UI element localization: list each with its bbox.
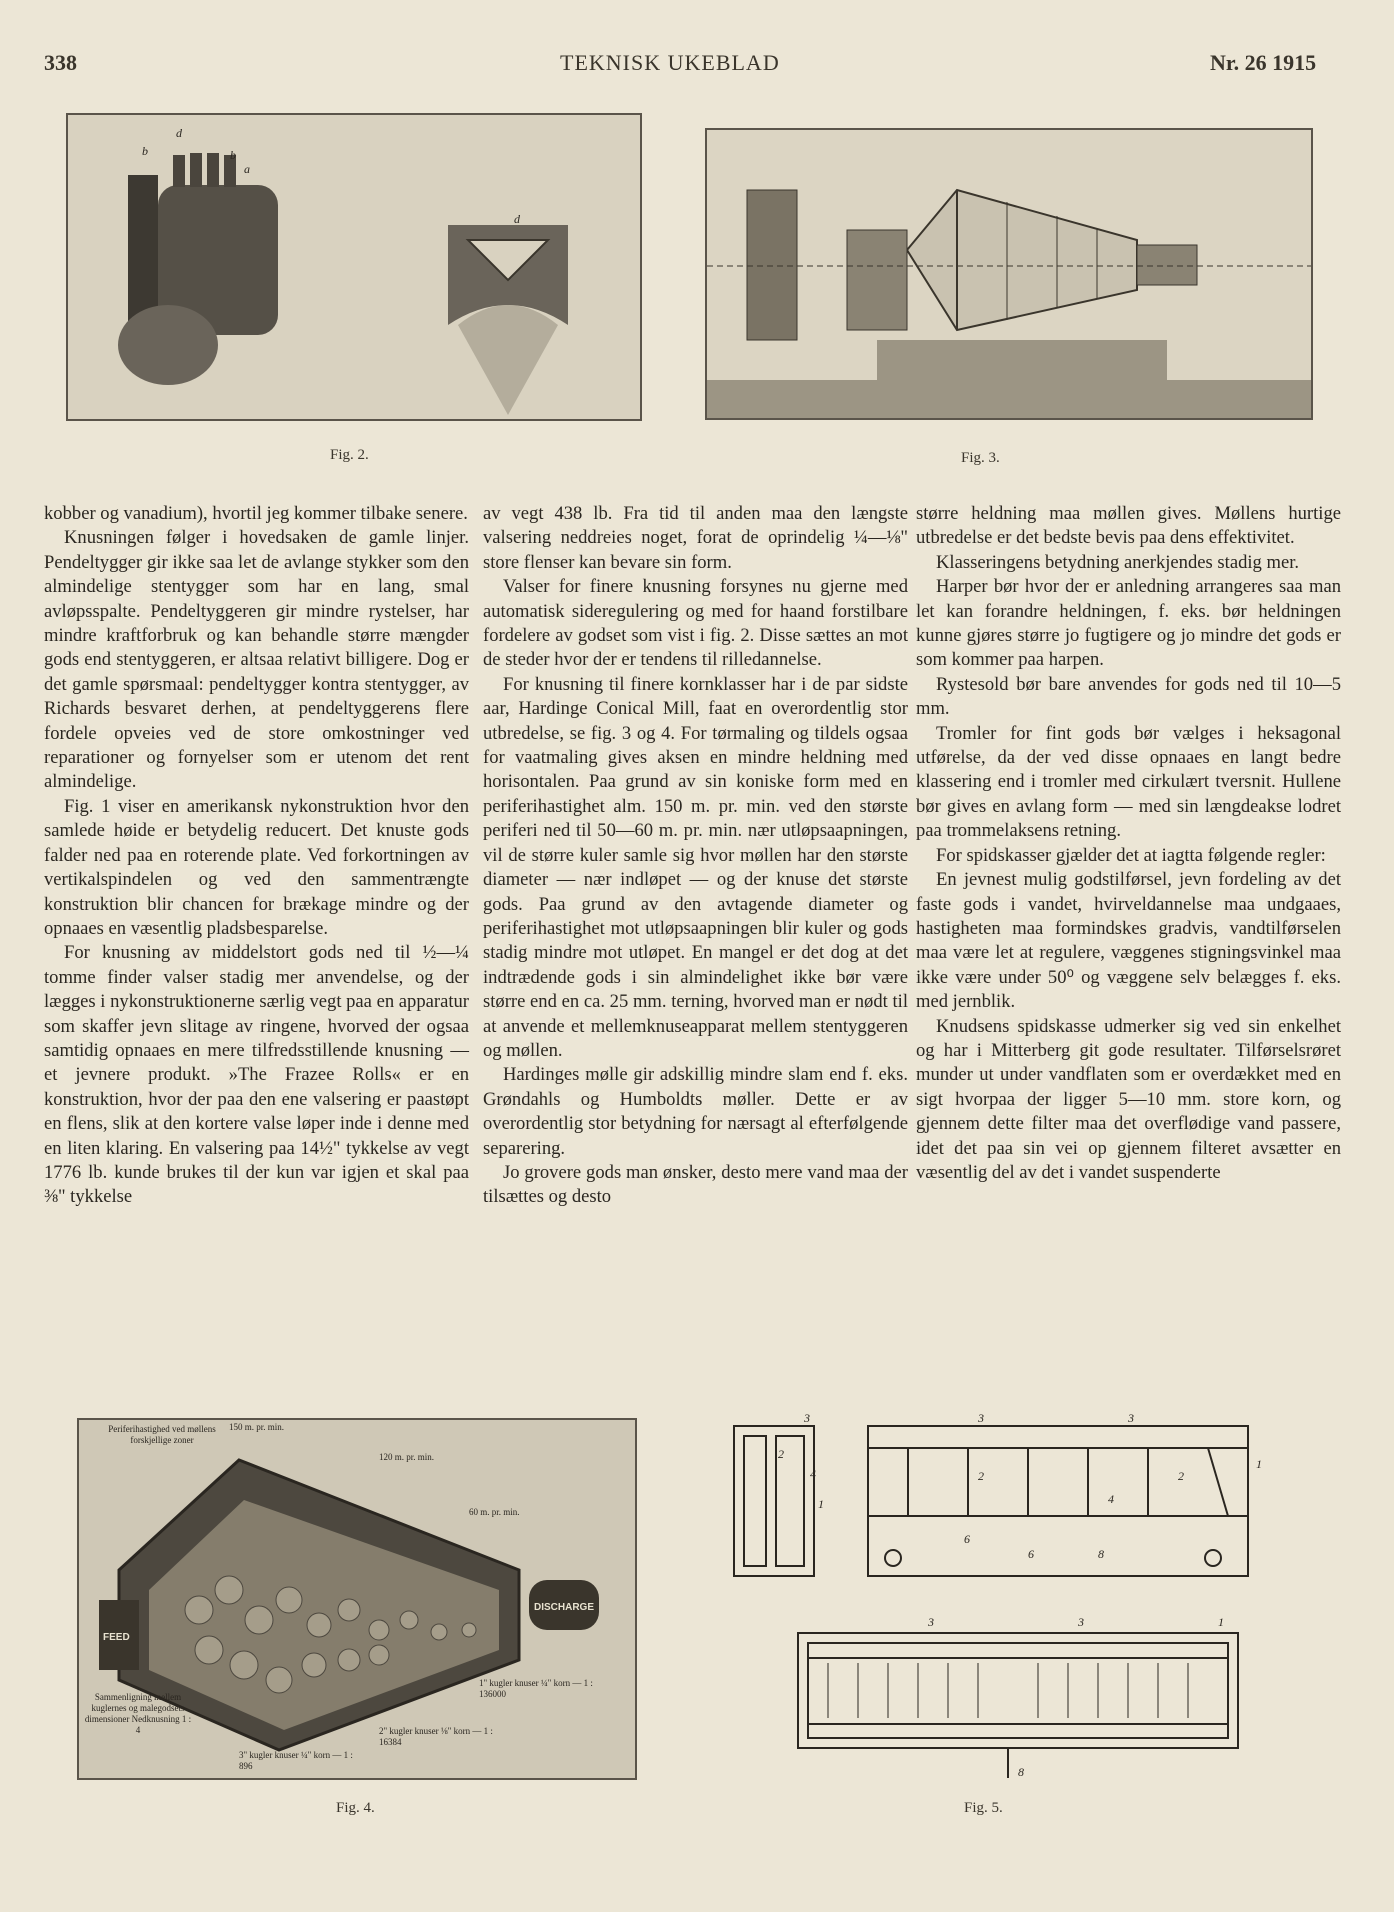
fig5-label: 3 (928, 1615, 934, 1629)
fig4-feed-label: FEED (103, 1632, 130, 1643)
fig5-label: 3 (978, 1411, 984, 1425)
fig2-label-d: d (176, 126, 182, 140)
fig4-ball1-note: 1" kugler knuser ¼" korn — 1 : 136000 (479, 1678, 593, 1699)
journal-title: TEKNISK UKEBLAD (560, 50, 780, 75)
figure-2-caption: Fig. 2. (330, 447, 369, 463)
fig5-label: 3 (804, 1411, 810, 1425)
figure-5-image (728, 1408, 1308, 1788)
fig5-label: 6 (1028, 1547, 1034, 1561)
col3-paragraph: Knudsens spidskasse udmerker sig ved sin enkelhet og har i Mitterberg git gode resultater. Tilførselsrøret munder ut under vandflaten som er overdækket med en sigt hvorpaa der ligger 5—10 mm. store korn, og gjennem dette filter maa det overflødige vand passere, idet det paa sin vei op gjennem filteret avsætter en væsentlig del av det i vandet suspenderte (916, 1015, 1341, 1183)
text-column-1 (44, 502, 469, 1210)
fig4-discharge-label: DISCHARGE (534, 1602, 595, 1613)
fig5-label: 4 (1108, 1492, 1114, 1506)
issue-number: Nr. 26 1915 (1210, 50, 1317, 75)
col3-paragraph: Tromler for fint gods bør vælges i heksagonal utførelse, da der ved disse opnaaes en langt bedre klassering end i tromler med cirkulært tversnit. Hullene bør gives en avlang form — med sin længdeakse lodret paa trommelaksens retning. (916, 722, 1341, 842)
col2-paragraph: Hardinges mølle gir adskillig mindre slam end f. eks. Grøndahls og Humboldts møller. Dette er av overordentlig stor betydning for nærsagt al efterfølgende separering. (483, 1064, 908, 1159)
fig4-ball2-note: 2" kugler knuser ⅛" korn — 1 : 16384 (379, 1726, 493, 1747)
col3-paragraph: Harper bør hvor der er anledning arrangeres saa man let kan forandre heldningen, f. eks. bør heldningen kunne gjøres større jo fugtigere og jo mindre det gods er som kommer paa harpen. (916, 576, 1341, 671)
text-column-3 (916, 502, 1341, 1185)
figure-3-caption: Fig. 3. (961, 450, 1000, 466)
fig4-speed60: 60 m. pr. min. (469, 1507, 520, 1517)
fig2-label-b2: b (230, 148, 236, 162)
col3-paragraph: En jevnest mulig godstilførsel, jevn fordeling av det faste gods i vandet, hvirveldannelse maa undgaaes, hastigheten maa formindskes gradvis, vandtilførselen maa være let at regulere, væggenes stigningsvinkel maa ikke være under 50⁰ og væggene selv belægges f. eks. med jernblik. (916, 869, 1341, 1013)
fig5-label: 4 (810, 1467, 816, 1481)
fig4-speed120: 120 m. pr. min. (379, 1452, 435, 1462)
fig5-label: 2 (778, 1447, 784, 1461)
fig4-peripheral-note: Periferihastighed ved møllens forskjellige zoner (108, 1424, 216, 1445)
col3-paragraph: større heldning maa møllen gives. Møllens hurtige utbredelse er det bedste bevis paa dens effektivitet. (916, 503, 1341, 549)
page-number: 338 (44, 50, 77, 75)
fig5-label: 1 (1256, 1457, 1262, 1471)
col3-paragraph: Klasseringens betydning anerkjendes stadig mer. (936, 551, 1300, 573)
fig5-label: 2 (978, 1469, 984, 1483)
figure-5-caption: Fig. 5. (964, 1800, 1003, 1816)
fig4-ball3-note: 3" kugler knuser ¼" korn — 1 : 896 (239, 1750, 353, 1771)
fig5-label: 2 (1178, 1469, 1184, 1483)
fig5-label: 8 (1098, 1547, 1104, 1561)
fig2-label-d2: d (514, 212, 520, 226)
col2-paragraph: Valser for finere knusning forsynes nu gjerne med automatisk sideregulering og med for haand forstilbare fordelere av godset som vist i fig. 2. Disse sættes an mot de steder hvor der er tendens til rilledannelse. (483, 576, 908, 671)
col1-paragraph: kobber og vanadium), hvortil jeg kommer tilbake senere. (44, 503, 468, 524)
fig4-speed150: 150 m. pr. min. (229, 1422, 285, 1432)
col1-paragraph: For knusning av middelstort gods ned til ½—¼ tomme finder valser stadig mer anvendelse, og der lægges i nykonstruktionerne særlig vegt paa en apparatur som skaffer jevn slitage av ringene, hvorved der ogsaa samtidig opnaaes en mere tilfredsstillende knusning — et jevnere produkt. »The Frazee Rolls« er en konstruktion, hvor der paa den ene valsering er paastøpt en flens, slik at den kortere valse løper inde i denne med en liten klaring. En valsering paa 14½" tykkelse av vegt 1776 lb. kunde brukes til der kun var igjen et skal paa ⅜" tykkelse (44, 942, 469, 1208)
figure-2-image (66, 113, 642, 421)
col2-paragraph: av vegt 438 lb. Fra tid til anden maa den længste valsering neddreies noget, forat de oprindelig ¼—⅛" store flenser kan bevare sin form. (483, 503, 908, 573)
col1-paragraph: Fig. 1 viser en amerikansk nykonstruktion hvor den samlede høide er betydelig reducert. Det knuste gods falder ned paa en roterende plate. Ved forkortningen av vertikalspindelen og ved den sammentrængte konstruktion blir chancen for brækage mindre og der opnaaes en væsentlig pladsbesparelse. (44, 795, 469, 939)
col2-paragraph: Jo grovere gods man ønsker, desto mere vand maa der tilsættes og desto (483, 1161, 908, 1208)
figure-4-image (77, 1418, 637, 1780)
figure-4-caption: Fig. 4. (336, 1800, 375, 1816)
fig4-comparison-note: Sammenligning mellem kuglernes og malegodsets dimensioner Nedknusning 1 : 4 (84, 1692, 192, 1735)
col3-paragraph: Rystesold bør bare anvendes for gods ned til 10—5 mm. (916, 673, 1341, 720)
figure-3-image (705, 128, 1313, 420)
col2-paragraph: For knusning til finere kornklasser har i de par sidste aar, Hardinge Conical Mill, faat en overordentlig stor utbredelse, se fig. 3 og 4. For tørmaling og tildels ogsaa for vaatmaling gives aksen en mindre heldning med horisontalen. Paa grund av sin koniske form med en periferihastighet alm. 150 m. pr. min. ved den største periferi ned til 50—60 m. pr. min. nær utløpsaapningen, vil de større kuler samle sig hvor møllen har den største diameter — nær indløpet — og der knuse det største gods. Paa grund av den avtagende diameter og periferihastighet mot utløpsaapningen blir kuler og gods stadig mindre mot utløpet. En mangel er det dog at det indtrædende gods i sin almindelighet ikke bør være større end en ca. 25 mm. terning, hvorved man er nødt til at anvende et mellemknuseapparat mellem stentyggeren og møllen. (483, 673, 908, 1061)
fig5-label: 1 (818, 1497, 824, 1511)
col1-paragraph: Knusningen følger i hovedsaken de gamle linjer. Pendeltygger gir ikke saa let de avlange stykker som den almindelige stentygger som har en lang, smal avløpsspalte. Pendeltyggeren gir mindre rystelser, har mindre kraftforbruk og kan behandle større mængder gods end stentyggeren, er altsaa relativt billigere. Dog er det gamle spørsmaal: pendeltygger kontra stentygger, av Richards besvaret derhen, at pendeltyggerens flere fordele opveies ved de store omkostninger ved reparationer og fornyelser som er utenom det rent almindelige. (44, 527, 469, 793)
fig5-label: 3 (1078, 1615, 1084, 1629)
text-column-2 (483, 502, 908, 1210)
fig5-label: 3 (1128, 1411, 1134, 1425)
fig5-label: 8 (1018, 1765, 1024, 1779)
fig5-label: 1 (1218, 1615, 1224, 1629)
fig5-label: 6 (964, 1532, 970, 1546)
fig2-label-a: a (244, 162, 250, 176)
col3-paragraph: For spidskasser gjælder det at iagtta følgende regler: (936, 844, 1326, 866)
fig2-label-b1: b (142, 144, 148, 158)
